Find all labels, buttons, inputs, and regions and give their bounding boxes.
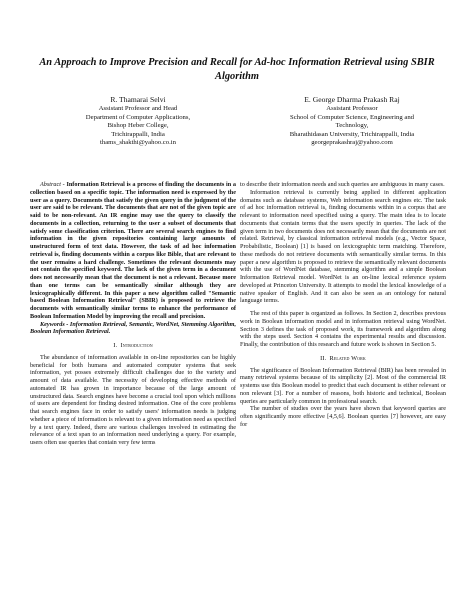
author-affiliation-line: School of Computer Science, Engineering and	[289, 113, 415, 121]
related-work-paragraph: The number of studies over the years have shown that keyword queries are often significantly more effective [4,5,6]. Boolean queries [7] however, are easy for	[240, 405, 446, 428]
author-affiliation-line: Assistant Professor and Head	[98, 105, 178, 112]
author-email: thams_shakthi@yahoo.co.in	[100, 139, 176, 147]
abstract-text: Information Retrieval is a process of finding the documents in a collection based on a specific topic. The information need is expressed by the user as a query. Documents that satisfy the given query in the judgment of the user are said to be relevant. The documents that are not of the given topic are said to be non-relevant. An IR engine may use the query to classify the documents in a collection, returning to the user a subset of documents that satisfy some classification criterion. There are several search engines to find information in the given repositories containing large amounts of unstructured form of text data. However, the task of ad hoc information retrieval is, finding documents within a corpus like Bible, that are relevant to the user remains a hard challenge. Sometimes the relevant documents may not contain the specified keyword. The lack of the given term in a document does not necessarily mean that the document is not a relevant. Because more than one terms can be semantically similar although they are lexicographically different. In this paper a new algorithm called "Semantic based Boolean Information Retrieval" (SBIR) is proposed to retrieve the documents with semantically similar terms to enhance the performance of Boolean Information Model by improving the recall and precision.	[30, 181, 237, 320]
paper-title: An Approach to Improve Precision and Recall for Ad-hoc Information Retrieval using SBIR Algorithm	[39, 57, 435, 82]
author-block-1	[38, 95, 238, 148]
author-affiliation-line: Department of Computer Applications,	[85, 113, 191, 121]
author-affiliation-line: Technology,	[335, 122, 369, 130]
intro-paragraph-continued: to describe their information needs and such queries are ambiguous in many cases.	[240, 181, 445, 188]
author-email: georgeprakashraj@yahoo.com	[311, 139, 393, 147]
author-affiliation-line: Bharathidasan University, Trichirappalli, India	[289, 130, 415, 138]
section-heading-related-work: II. Related Work	[320, 354, 366, 362]
intro-paragraph: The rest of this paper is organized as follows. In Section 2, describes previous work in Boolean information model and in information retrieval using WordNet. Section 3 defines the task of proposed work, its framework and algorithm along with the steps used. Section 4 contains the experimental results and discussion. Finally, the contribution of this research and future work is shown in Section 5.	[240, 310, 446, 348]
keywords	[30, 321, 236, 337]
author-affiliation-line: Bishop Heber College,	[107, 122, 169, 130]
abstract	[30, 181, 236, 321]
right-column	[240, 181, 446, 429]
related-work-paragraph: The significance of Boolean Information Retrieval (BIR) has been revealed in many retrieval systems because of its simplicity [2]. Most of the commercial IR systems use this Boolean model to predict that each document is either relevant or non relevant [3]. For a number of reasons, both historic and technical, Boolean queries are particularly common in professional search.	[240, 366, 446, 405]
intro-paragraph: Information retrieval is currently being applied in different application domains such as database systems, Web information search engines etc. The task of ad hoc information retrieval is, finding documents within in a corpus that are relevant to information need specified using a query. The main idea is to locate documents that contain terms that the users specify in queries. The lack of the given term in two documents does not necessarily mean that the documents are not related. Retrieval, by classical information retrieval models (e.g., Vector Space, Probabilistic, Boolean) [1] is based on lexicographic term matching. Therefore, these methods do not retrieve documents with semantically similar terms. In this paper a new algorithm is proposed to retrieve the semantically relevant documents with the use of WordNet database, stemming algorithm and a simple Boolean Information Retrieval model. WordNet is an on-line lexical reference system developed at Princeton University. It attempts to model the lexical knowledge of a native speaker of English. And it can also be seen as an ontology for natural language terms.	[240, 188, 446, 305]
intro-paragraph: The abundance of information available in on-line repositories can be highly beneficial for both humans and automated computer systems that seek information, yet posses extremely difficult challenges due to the variety and amount of data available. The necessity of developing effective methods of automated IR has grown in importance because of the large amount of unstructured data. Search engines have become a crucial tool upon which millions of users are dependent for finding desired information. One of the core problems that search engines face in order to satisfy users' information needs is judging whether a piece of information is relevant to a given information need as specified by a text query. Indeed, there are various challenges involved in estimating the relevance of a text span to an information need underlying a query. For example, users often use queries that contain very few terms	[30, 353, 236, 446]
left-column	[30, 181, 236, 447]
author-name: R. Thamarai Selvi	[110, 95, 166, 104]
author-affiliation-line: Assistant Professor	[326, 105, 378, 112]
author-affiliation-line: Trichirappalli, India	[111, 130, 165, 138]
section-heading-introduction: I. Introduction	[113, 342, 153, 349]
keywords-label: Keywords -	[40, 320, 69, 328]
author-name: E. George Dharma Prakash Raj	[304, 95, 400, 104]
keywords-text: Information Retrieval, Semantic, WordNet, Stemming Algorithm, Boolean Information Retrieval.	[30, 320, 237, 336]
author-block-2	[252, 95, 452, 148]
abstract-label: Abstract -	[40, 181, 65, 188]
